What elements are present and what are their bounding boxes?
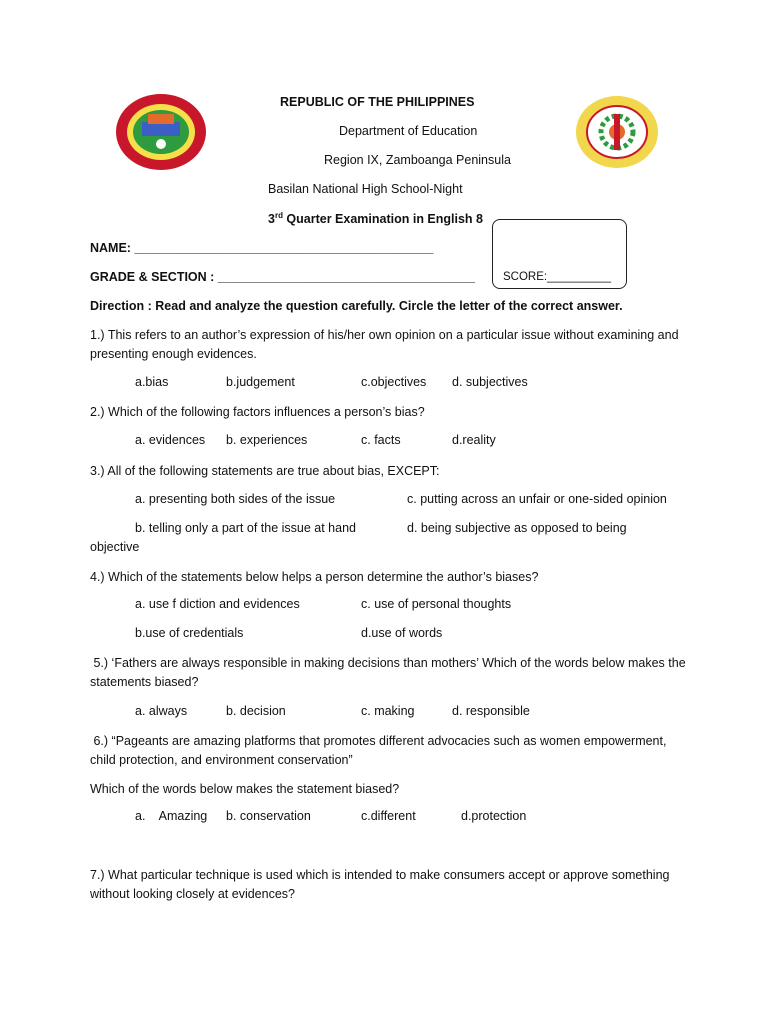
exam-ordinal-suffix: rd <box>274 211 283 220</box>
question-3: 3.) All of the following statements are true about bias, EXCEPT: <box>90 464 440 478</box>
q6-option-a[interactable]: a. Amazing <box>135 809 208 823</box>
q5-option-a[interactable]: a. always <box>135 704 188 718</box>
q6-option-d[interactable]: d.protection <box>461 809 527 823</box>
name-field[interactable]: NAME: ___________________________________________ <box>90 241 434 255</box>
q4-option-b[interactable]: b.use of credentials <box>135 626 244 640</box>
q3-option-b[interactable]: b. telling only a part of the issue at hand <box>135 521 356 535</box>
exam-title <box>268 211 483 226</box>
q5-option-d[interactable]: d. responsible <box>452 704 530 718</box>
school-seal-logo <box>574 94 660 170</box>
q5-option-c[interactable]: c. making <box>361 704 415 718</box>
question-2: 2.) Which of the following factors influences a person’s bias? <box>90 405 425 419</box>
q2-option-c[interactable]: c. facts <box>361 433 401 447</box>
question-5: 5.) ‘Fathers are always responsible in making decisions than mothers’ Which of the words below makes the statements biased? <box>90 656 690 689</box>
q4-option-c[interactable]: c. use of personal thoughts <box>361 597 512 611</box>
q4-option-d[interactable]: d.use of words <box>361 626 443 640</box>
question-7: 7.) What particular technique is used which is intended to make consumers accept or approve something without looking closely at evidences? <box>90 868 670 901</box>
q6-option-c[interactable]: c.different <box>361 809 416 823</box>
header-department: Department of Education <box>339 124 478 138</box>
q3-option-c[interactable]: c. putting across an unfair or one-sided opinion <box>407 492 667 506</box>
direction-text: Direction : Read and analyze the question carefully. Circle the letter of the correct answer. <box>90 299 623 313</box>
q3-option-d-wrap: objective <box>90 540 140 554</box>
q3-option-d[interactable]: d. being subjective as opposed to being <box>407 521 627 535</box>
question-6-prompt: Which of the words below makes the statement biased? <box>90 782 400 796</box>
q5-option-b[interactable]: b. decision <box>226 704 286 718</box>
question-4: 4.) Which of the statements below helps a person determine the author’s biases? <box>90 570 539 584</box>
q6-option-b[interactable]: b. conservation <box>226 809 311 823</box>
q3-option-a[interactable]: a. presenting both sides of the issue <box>135 492 336 506</box>
q2-option-b[interactable]: b. experiences <box>226 433 308 447</box>
question-1: 1.) This refers to an author’s expression of his/her own opinion on a particular issue without examining and presenting enough evidences. <box>90 328 679 361</box>
header-region: Region IX, Zamboanga Peninsula <box>324 153 511 167</box>
header-republic: REPUBLIC OF THE PHILIPPINES <box>280 95 475 109</box>
grade-section-field[interactable]: GRADE & SECTION : _____________________________________ <box>90 270 476 284</box>
q1-option-b[interactable]: b.judgement <box>226 375 295 389</box>
q2-option-d[interactable]: d.reality <box>452 433 496 447</box>
score-field[interactable]: SCORE:__________ <box>503 271 612 283</box>
q1-option-d[interactable]: d. subjectives <box>452 375 528 389</box>
q4-option-a[interactable]: a. use f diction and evidences <box>135 597 300 611</box>
exam-ordinal: 3 <box>268 212 275 227</box>
q1-option-c[interactable]: c.objectives <box>361 375 427 389</box>
header-school: Basilan National High School-Night <box>268 182 463 196</box>
division-seal-logo <box>114 92 208 172</box>
q2-option-a[interactable]: a. evidences <box>135 433 206 447</box>
exam-title-text: Quarter Examination in English 8 <box>282 212 483 227</box>
q1-option-a[interactable]: a.bias <box>135 375 169 389</box>
question-6: 6.) “Pageants are amazing platforms that promotes different advocacies such as women empowerment, child protection, and environment conservation” <box>90 734 670 767</box>
